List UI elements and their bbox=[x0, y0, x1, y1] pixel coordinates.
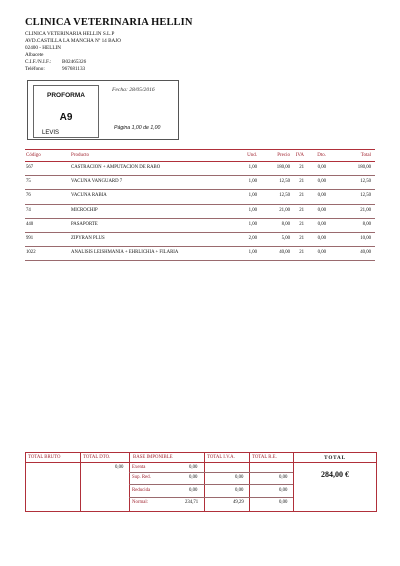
table-row bbox=[25, 247, 375, 261]
row-precio: 12,50 bbox=[279, 179, 290, 185]
clinic-address: AVD.CASTILLA LA MANCHA Nº 14 BAJO bbox=[25, 38, 122, 44]
iva-row-value: 49,29 bbox=[233, 500, 244, 505]
base-row-value: 234,71 bbox=[185, 500, 199, 505]
row-code: 567 bbox=[26, 165, 34, 170]
row-code: 991 bbox=[26, 235, 34, 241]
iva-row-value: 0,00 bbox=[235, 488, 244, 493]
row-product: MICROCHIP bbox=[71, 207, 98, 213]
row-dto: 0,00 bbox=[317, 207, 326, 213]
header-total-re: TOTAL R.E. bbox=[252, 455, 277, 460]
clinic-province: Albacete bbox=[25, 52, 44, 58]
header-iva: IVA bbox=[295, 153, 304, 158]
phone-row bbox=[25, 66, 85, 72]
re-row-value: 0,00 bbox=[279, 488, 288, 493]
row-precio: 8,00 bbox=[281, 221, 290, 227]
divider bbox=[129, 472, 293, 473]
divider bbox=[249, 453, 250, 511]
row-code: 1022 bbox=[26, 250, 36, 256]
row-und: 1,00 bbox=[248, 250, 257, 256]
divider bbox=[204, 453, 205, 511]
header-dto: Dto. bbox=[317, 153, 326, 158]
proforma-number: A9 bbox=[59, 112, 73, 123]
row-total: 8,00 bbox=[362, 221, 371, 227]
row-iva: 21 bbox=[299, 221, 304, 227]
base-row-value: 0,00 bbox=[189, 475, 198, 480]
row-product: ZIPYRAN PLUS bbox=[71, 235, 105, 241]
row-iva: 21 bbox=[299, 250, 304, 256]
client-name: LEVIS bbox=[42, 130, 60, 136]
row-product: ANALISIS LEISHMANIA + EHRLICHIA + FILARIA bbox=[71, 250, 179, 256]
proforma-id-box bbox=[33, 85, 99, 138]
row-und: 1,00 bbox=[248, 165, 257, 170]
row-und: 1,00 bbox=[248, 193, 257, 199]
row-code: 74 bbox=[26, 207, 31, 213]
row-code: 75 bbox=[26, 179, 31, 185]
iva-row-value: 0,00 bbox=[235, 475, 244, 480]
header-code: Código bbox=[26, 153, 41, 158]
row-total: 180,00 bbox=[357, 165, 371, 170]
proforma-box bbox=[27, 80, 179, 140]
row-total: 21,00 bbox=[360, 207, 371, 213]
divider bbox=[293, 453, 294, 511]
row-precio: 40,00 bbox=[279, 250, 290, 256]
cif-value: B02465326 bbox=[62, 59, 87, 65]
row-iva: 21 bbox=[299, 207, 304, 213]
totals-table bbox=[25, 452, 377, 512]
table-row bbox=[25, 190, 375, 204]
base-row-label: Reducida bbox=[132, 488, 151, 493]
row-total: 10,00 bbox=[360, 235, 371, 241]
row-precio: 12,50 bbox=[279, 193, 290, 199]
header-total-dto: TOTAL DTO. bbox=[83, 455, 111, 460]
row-total: 40,00 bbox=[360, 250, 371, 256]
table-row bbox=[25, 176, 375, 190]
proforma-title: PROFORMA bbox=[47, 92, 85, 99]
page-indicator: Página 1,00 de 1,00 bbox=[114, 125, 161, 131]
header-total-bruto: TOTAL BRUTO bbox=[28, 455, 61, 460]
header-total: Total bbox=[360, 153, 371, 158]
row-precio: 21,00 bbox=[279, 207, 290, 213]
re-row-value: 0,00 bbox=[279, 475, 288, 480]
header-product: Producto bbox=[71, 153, 90, 158]
divider bbox=[129, 484, 293, 485]
row-product: VACUNA RABIA bbox=[71, 193, 107, 199]
table-row bbox=[25, 205, 375, 219]
row-total: 12,50 bbox=[360, 179, 371, 185]
clinic-name: CLINICA VETERINARIA HELLIN bbox=[25, 17, 193, 28]
grand-total-value: 284,00 € bbox=[321, 470, 349, 479]
divider bbox=[80, 453, 81, 511]
base-row-label: Normal: bbox=[132, 500, 148, 505]
row-precio: 5,00 bbox=[281, 235, 290, 241]
row-total: 12,50 bbox=[360, 193, 371, 199]
row-code: 76 bbox=[26, 193, 31, 199]
header-grand-total: TOTAL bbox=[324, 454, 346, 461]
row-product: PASAPORTE bbox=[71, 221, 98, 227]
base-row-label: Sup. Red. bbox=[132, 475, 151, 480]
row-dto: 0,00 bbox=[317, 193, 326, 199]
row-dto: 0,00 bbox=[317, 165, 326, 170]
re-row-value: 0,00 bbox=[279, 500, 288, 505]
row-und: 2,00 bbox=[248, 235, 257, 241]
row-code: 440 bbox=[26, 221, 34, 227]
table-row bbox=[25, 233, 375, 247]
row-dto: 0,00 bbox=[317, 250, 326, 256]
divider bbox=[129, 497, 293, 498]
row-precio: 180,00 bbox=[276, 165, 290, 170]
table-row bbox=[25, 162, 375, 176]
phone-value: 967681133 bbox=[62, 66, 86, 72]
row-iva: 21 bbox=[299, 235, 304, 241]
row-dto: 0,00 bbox=[317, 221, 326, 227]
row-iva: 21 bbox=[299, 165, 304, 170]
items-table-header bbox=[25, 149, 375, 162]
proforma-date: Fecha: 28/05/2016 bbox=[112, 87, 155, 93]
cif-label: C.I.F./N.I.F.: bbox=[25, 59, 52, 65]
row-und: 1,00 bbox=[248, 221, 257, 227]
clinic-postal-city: 02400 - HELLIN bbox=[25, 45, 62, 51]
total-dto-value: 0,00 bbox=[115, 465, 124, 470]
phone-label: Teléfono: bbox=[25, 66, 45, 72]
row-iva: 21 bbox=[299, 179, 304, 185]
header-total-iva: TOTAL I.V.A. bbox=[207, 455, 235, 460]
base-row-label: Exenta bbox=[132, 465, 146, 470]
row-product: VACUNA VANGUARD 7 bbox=[71, 179, 123, 185]
base-row-value: 0,00 bbox=[189, 488, 198, 493]
base-row-value: 0,00 bbox=[189, 465, 198, 470]
header-base-imponible: BASE IMPONIBLE bbox=[133, 455, 173, 460]
table-row bbox=[25, 219, 375, 233]
row-dto: 0,00 bbox=[317, 235, 326, 241]
cif-row bbox=[25, 59, 86, 65]
row-und: 1,00 bbox=[248, 207, 257, 213]
row-dto: 0,00 bbox=[317, 179, 326, 185]
items-table bbox=[25, 149, 375, 261]
clinic-legal-name: CLINICA VETERINARIA HELLIN S.L.P bbox=[25, 31, 115, 37]
row-und: 1,00 bbox=[248, 179, 257, 185]
row-product: CASTRACION + AMPUTACION DE RABO bbox=[71, 165, 161, 170]
row-iva: 21 bbox=[299, 193, 304, 199]
header-und: Und. bbox=[247, 153, 257, 158]
header-precio: Precio bbox=[277, 153, 290, 158]
divider bbox=[129, 453, 130, 511]
